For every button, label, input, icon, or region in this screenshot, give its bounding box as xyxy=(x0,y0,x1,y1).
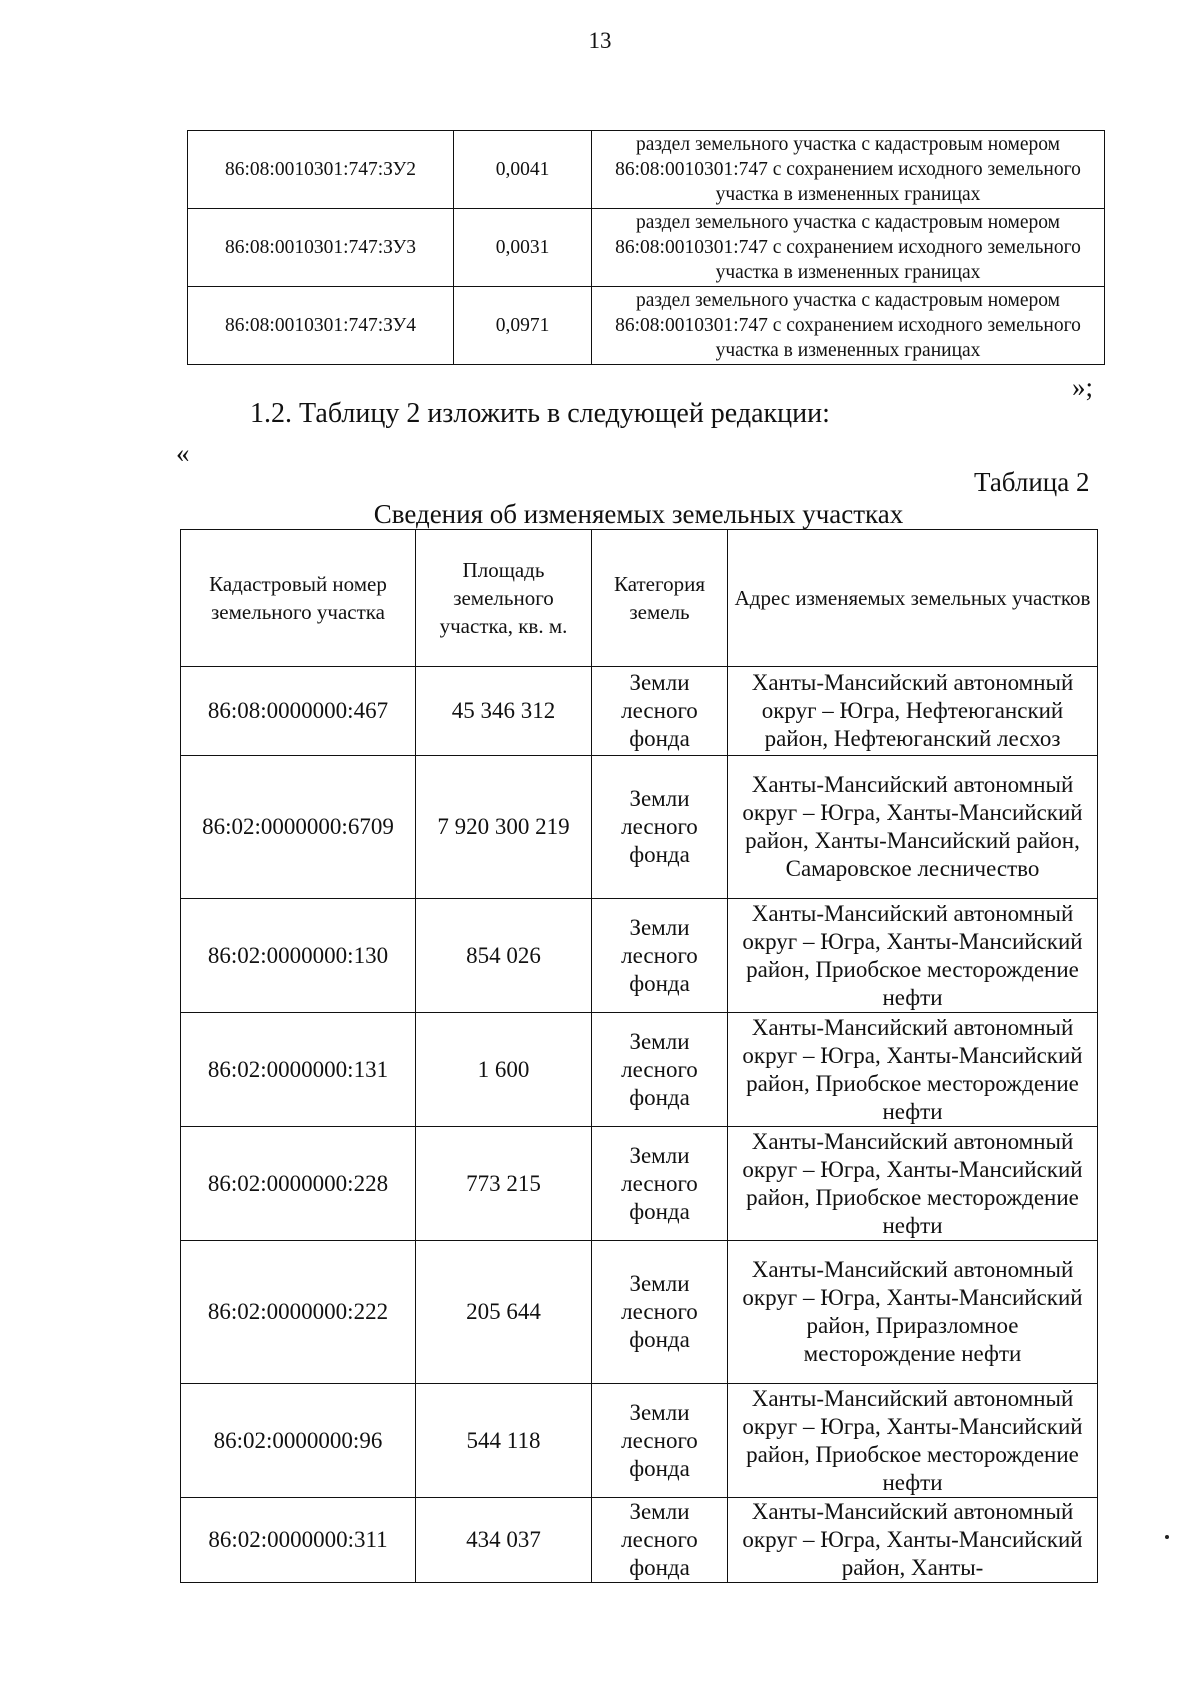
category-cell: Земли лесного фонда xyxy=(592,667,728,756)
area-cell: 854 026 xyxy=(416,899,592,1013)
opening-quote-mark: « xyxy=(176,438,190,468)
cadastral-number-cell: 86:02:0000000:222 xyxy=(181,1241,416,1384)
table-row xyxy=(188,209,1105,287)
address-cell: Ханты-Мансийский автономный округ – Югра, Ханты-Мансийский район, Приобское месторождение нефти xyxy=(728,1127,1098,1241)
cadastral-number-cell: 86:02:0000000:131 xyxy=(181,1013,416,1127)
page-number: 13 xyxy=(588,28,612,53)
area-cell: 434 037 xyxy=(416,1498,592,1583)
note-cell: раздел земельного участка с кадастровым номером 86:08:0010301:747 с сохранением исходного земельного участка в измененных границах xyxy=(592,209,1105,287)
category-cell: Земли лесного фонда xyxy=(592,1498,728,1583)
amendment-instruction: 1.2. Таблицу 2 изложить в следующей редакции: xyxy=(250,398,830,429)
area-cell: 205 644 xyxy=(416,1241,592,1384)
scan-speck xyxy=(1165,1535,1169,1539)
category-cell: Земли лесного фонда xyxy=(592,899,728,1013)
category-cell: Земли лесного фонда xyxy=(592,1384,728,1498)
cadastral-number-cell: 86:02:0000000:6709 xyxy=(181,756,416,899)
table-row xyxy=(188,131,1105,209)
category-cell: Земли лесного фонда xyxy=(592,1013,728,1127)
note-cell: раздел земельного участка с кадастровым номером 86:08:0010301:747 с сохранением исходного земельного участка в измененных границах xyxy=(592,131,1105,209)
table-row xyxy=(181,1241,1098,1384)
cadastral-number-cell: 86:08:0010301:747:ЗУ2 xyxy=(188,131,454,209)
category-cell: Земли лесного фонда xyxy=(592,756,728,899)
area-cell: 0,0041 xyxy=(454,131,592,209)
address-cell: Ханты-Мансийский автономный округ – Югра, Нефтеюганский район, Нефтеюганский лесхоз xyxy=(728,667,1098,756)
area-cell: 0,0031 xyxy=(454,209,592,287)
table-title: Сведения об изменяемых земельных участках xyxy=(373,499,904,529)
table-label: Таблица 2 xyxy=(974,467,1090,497)
table-row xyxy=(181,1127,1098,1241)
continuation-table xyxy=(187,130,1105,365)
cadastral-number-cell: 86:02:0000000:228 xyxy=(181,1127,416,1241)
cadastral-number-cell: 86:08:0010301:747:ЗУ4 xyxy=(188,287,454,365)
cadastral-number-cell: 86:02:0000000:130 xyxy=(181,899,416,1013)
table-row xyxy=(181,667,1098,756)
area-cell: 7 920 300 219 xyxy=(416,756,592,899)
address-cell: Ханты-Мансийский автономный округ – Югра, Ханты-Мансийский район, Приобское месторождение нефти xyxy=(728,899,1098,1013)
area-cell: 45 346 312 xyxy=(416,667,592,756)
header-area: Площадь земельного участка, кв. м. xyxy=(416,530,592,667)
cadastral-number-cell: 86:08:0000000:467 xyxy=(181,667,416,756)
closing-quote-mark: »; xyxy=(1072,372,1094,402)
category-cell: Земли лесного фонда xyxy=(592,1241,728,1384)
area-cell: 773 215 xyxy=(416,1127,592,1241)
header-cadastral-number: Кадастровый номер земельного участка xyxy=(181,530,416,667)
cadastral-number-cell: 86:08:0010301:747:ЗУ3 xyxy=(188,209,454,287)
cadastral-number-cell: 86:02:0000000:96 xyxy=(181,1384,416,1498)
header-address: Адрес изменяемых земельных участков xyxy=(728,530,1098,667)
note-cell: раздел земельного участка с кадастровым номером 86:08:0010301:747 с сохранением исходного земельного участка в измененных границах xyxy=(592,287,1105,365)
address-cell: Ханты-Мансийский автономный округ – Югра, Ханты-Мансийский район, Приразломное месторождение нефти xyxy=(728,1241,1098,1384)
land-plots-table xyxy=(180,529,1098,1583)
area-cell: 1 600 xyxy=(416,1013,592,1127)
address-cell: Ханты-Мансийский автономный округ – Югра, Ханты-Мансийский район, Приобское месторождение нефти xyxy=(728,1013,1098,1127)
table-row xyxy=(181,899,1098,1013)
category-cell: Земли лесного фонда xyxy=(592,1127,728,1241)
cadastral-number-cell: 86:02:0000000:311 xyxy=(181,1498,416,1583)
address-cell: Ханты-Мансийский автономный округ – Югра, Ханты-Мансийский район, Ханты- xyxy=(728,1498,1098,1583)
table-row xyxy=(188,287,1105,365)
table-row xyxy=(181,1384,1098,1498)
address-cell: Ханты-Мансийский автономный округ – Югра, Ханты-Мансийский район, Приобское месторождение нефти xyxy=(728,1384,1098,1498)
area-cell: 0,0971 xyxy=(454,287,592,365)
area-cell: 544 118 xyxy=(416,1384,592,1498)
table-row xyxy=(181,756,1098,899)
table-row xyxy=(181,1013,1098,1127)
table-header-row xyxy=(181,530,1098,667)
header-category: Категория земель xyxy=(592,530,728,667)
table-row xyxy=(181,1498,1098,1583)
address-cell: Ханты-Мансийский автономный округ – Югра, Ханты-Мансийский район, Ханты-Мансийский район, Самаровское лесничество xyxy=(728,756,1098,899)
